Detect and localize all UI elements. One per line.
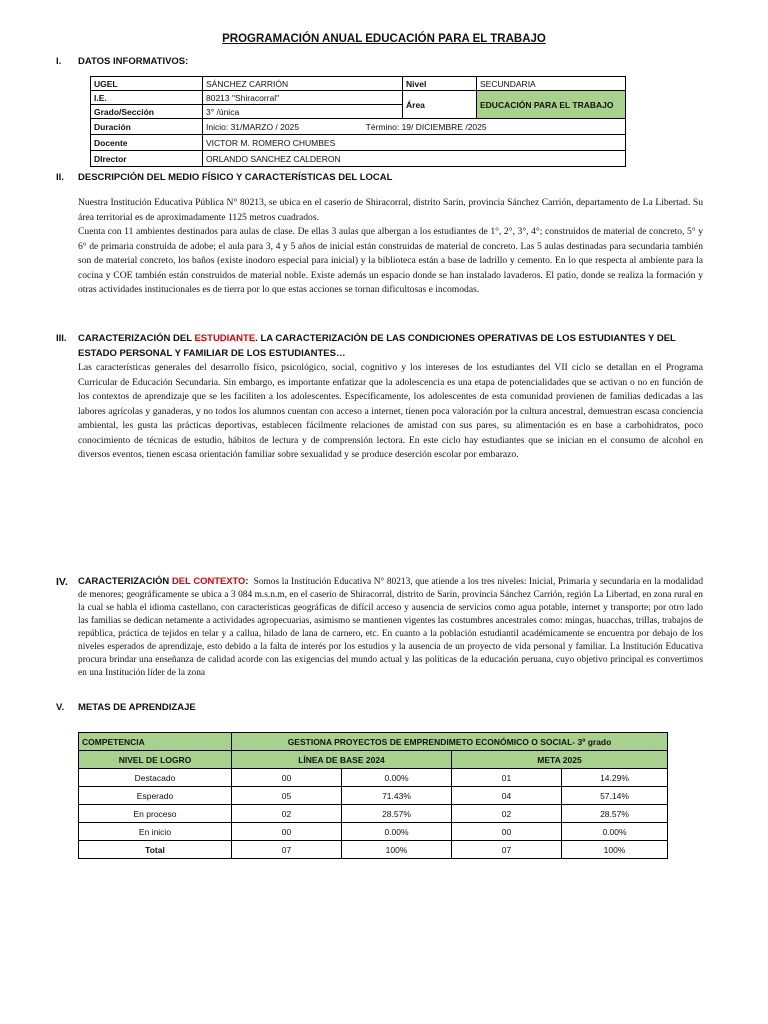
section-number: IV. bbox=[56, 576, 68, 588]
table-row bbox=[79, 769, 668, 787]
section-heading: CARACTERIZACIÓN DEL ESTUDIANTE. LA CARACTERIZACIÓN DE LAS CONDICIONES OPERATIVAS DE LOS ESTUDIANTES Y DEL ESTADO PERSONAL Y FAMILIAR DE LOS ESTUDIANTES… bbox=[78, 333, 676, 359]
section-heading: METAS DE APRENDIZAJE bbox=[78, 702, 196, 713]
info-value bbox=[203, 119, 626, 135]
meta-count: 01 bbox=[452, 769, 562, 787]
meta-percent: 14.29% bbox=[562, 769, 668, 787]
base-percent: 0.00% bbox=[342, 823, 452, 841]
info-value: ORLANDO SANCHEZ CALDERON bbox=[203, 151, 626, 167]
info-value: 3° /única bbox=[203, 105, 403, 119]
paragraph: Nuestra Institución Educativa Pública N° 80213, se ubica en el caserío de Shiracorral, distrito Sarín, provincia Sánchez Carrión, departamento de La Libertad. Su área territorial es de aproximadamente 1125 metros cuadrados. bbox=[78, 197, 703, 223]
level-cell: Destacado bbox=[79, 769, 232, 787]
page-title: PROGRAMACIÓN ANUAL EDUCACIÓN PARA EL TRABAJO bbox=[222, 33, 546, 45]
column-header: NIVEL DE LOGRO bbox=[79, 751, 232, 769]
base-percent: 0.00% bbox=[342, 769, 452, 787]
table-row bbox=[79, 787, 668, 805]
base-count: 00 bbox=[232, 823, 342, 841]
meta-count: 04 bbox=[452, 787, 562, 805]
paragraph: Cuenta con 11 ambientes destinados para aulas de clase. De ellas 3 aulas que albergan a los estudiantes de 1°, 2°, 3°, 4°; construidos de material de concreto, 5° y 6° de primaria construida de adobe; el aula para 3, 4 y 5 años de inicial están construidas de material de concreto. Las 5 aulas destinadas para secundaria también son de material concreto, los baños (existe inodoro especial para inicial) y la biblioteca están a base de ladrillo y cemento. En lo que respecta al ambiente para la cocina y COE también están construidos de material noble. Existe además un espacio donde se han instalado lavaderos. El patio, donde se realiza la formación y otras actividades institucionales es de tierra por lo que estas acciones se tornan dificultosas e incomodas. bbox=[78, 226, 703, 295]
info-label: Nivel bbox=[403, 77, 477, 91]
column-header: META 2025 bbox=[452, 751, 668, 769]
info-label: DIrector bbox=[91, 151, 203, 167]
level-cell: En inicio bbox=[79, 823, 232, 841]
info-table bbox=[90, 76, 626, 167]
section-text: CARACTERIZACIÓN DEL CONTEXTO: Somos la Institución Educativa N° 80213, que atiende a los tres niveles: Inicial, Primaria y secundaria en la modalidad de menores; geográficamente se ubica a 3 084 m.s.n.m, en el caserío de Shiracorral, distrito de Sarín, provincia Sánchez Carrión, región La Libertad, en zona rural en la cual se habla el idioma castellano, con características geográficas de difícil acceso y ausencia de servicios como agua potable, internet y transporte; por otro lado las familias se dedican netamente a actividades agropecuarias, asimismo se mantienen vigentes las costumbres ancestrales como: mingas, huacchas, trillas, trabajos de república, práctica de tejidos en telar y a callua, hilado de lana de carnero, etc. En cuanto a la población estudiantil académicamente se encuentra por debajo de los niveles esperados de aprendizaje, esto debido a la falta de interés por los estudios y la ausencia de un proyecto de vida personal y familiar. La Institución Educativa procura brindar una enseñanza de calidad acorde con las exigencias del mundo actual y las políticas de la educación peruana, cuyo objetivo principal es convertimos en una Institución líder de la zona bbox=[78, 575, 704, 678]
goals-table bbox=[78, 732, 668, 859]
info-label: UGEL bbox=[91, 77, 203, 91]
base-percent: 28.57% bbox=[342, 805, 452, 823]
meta-percent: 100% bbox=[562, 841, 668, 859]
info-label: I.E. bbox=[91, 91, 203, 105]
info-value: SECUNDARIA bbox=[477, 77, 626, 91]
info-label: Área bbox=[403, 91, 477, 119]
info-value: SÁNCHEZ CARRIÓN bbox=[203, 77, 403, 91]
info-value: VICTOR M. ROMERO CHUMBES bbox=[203, 135, 626, 151]
table-row bbox=[79, 823, 668, 841]
competencia-value: GESTIONA PROYECTOS DE EMPRENDIMETO ECONÓMICO O SOCIAL- 3º grado bbox=[232, 733, 668, 751]
section-heading: CARACTERIZACIÓN DEL CONTEXTO: bbox=[78, 575, 249, 586]
info-label: Grado/Sección bbox=[91, 105, 203, 119]
level-cell: Esperado bbox=[79, 787, 232, 805]
info-value: EDUCACIÓN PARA EL TRABAJO bbox=[477, 91, 626, 119]
meta-count: 00 bbox=[452, 823, 562, 841]
section-text bbox=[78, 196, 703, 298]
section-heading: DATOS INFORMATIVOS: bbox=[78, 56, 189, 67]
meta-percent: 57.14% bbox=[562, 787, 668, 805]
meta-percent: 0.00% bbox=[562, 823, 668, 841]
meta-percent: 28.57% bbox=[562, 805, 668, 823]
start-date: Inicio: 31/MARZO / 2025 bbox=[206, 121, 300, 132]
base-count: 07 bbox=[232, 841, 342, 859]
base-count: 00 bbox=[232, 769, 342, 787]
competencia-label: COMPETENCIA bbox=[79, 733, 232, 751]
base-percent: 71.43% bbox=[342, 787, 452, 805]
info-label: Docente bbox=[91, 135, 203, 151]
meta-count: 02 bbox=[452, 805, 562, 823]
info-label: Duración bbox=[91, 119, 203, 135]
meta-count: 07 bbox=[452, 841, 562, 859]
section-number: II. bbox=[56, 172, 64, 183]
table-row bbox=[79, 805, 668, 823]
column-header: LÍNEA DE BASE 2024 bbox=[232, 751, 452, 769]
level-cell: En proceso bbox=[79, 805, 232, 823]
info-value: 80213 "Shiracorral" bbox=[203, 91, 403, 105]
section-heading: DESCRIPCIÓN DEL MEDIO FÍSICO Y CARACTERÍSTICAS DEL LOCAL bbox=[78, 172, 393, 183]
section-number: V. bbox=[56, 702, 65, 713]
level-cell: Total bbox=[79, 841, 232, 859]
base-count: 02 bbox=[232, 805, 342, 823]
section-number: I. bbox=[56, 56, 62, 67]
section-number: III. bbox=[56, 333, 67, 344]
table-row-total bbox=[79, 841, 668, 859]
end-date: Término: 19/ DICIEMBRE /2025 bbox=[365, 121, 487, 132]
base-count: 05 bbox=[232, 787, 342, 805]
base-percent: 100% bbox=[342, 841, 452, 859]
section-text: Las características generales del desarrollo físico, psicológico, social, cognitivo y los intereses de los estudiantes del VII ciclo se detallan en el Programa Curricular de Educación Secundaria. Sin embargo, es importante enfatizar que la adolescencia es una etapa de potencialidades que se activan o no en función de los contextos de aprendizaje que se les faciliten a los adolescentes. Específicamente, los adolescentes de esta comunidad provienen de familias dedicadas a las labores agrícolas y ganaderas, y no todos los alumnos cuentan con acceso a internet, tienen poca valoración por la cultura ancestral, demuestran escasa conciencia ambiental, les gusta las prácticas deportivas, establecen fácilmente relaciones de amistad con sus pares, su alimentación es en base a carbohidratos, poco conocimiento de técnicas de estudio, hábitos de lectura y de comprensión lectora. En este ciclo hay estudiantes que se inician en el consumo de alcohol en diversos eventos, tienen escasa orientación familiar sobre sexualidad y se produce deserción escolar por embarazo. bbox=[78, 362, 703, 460]
